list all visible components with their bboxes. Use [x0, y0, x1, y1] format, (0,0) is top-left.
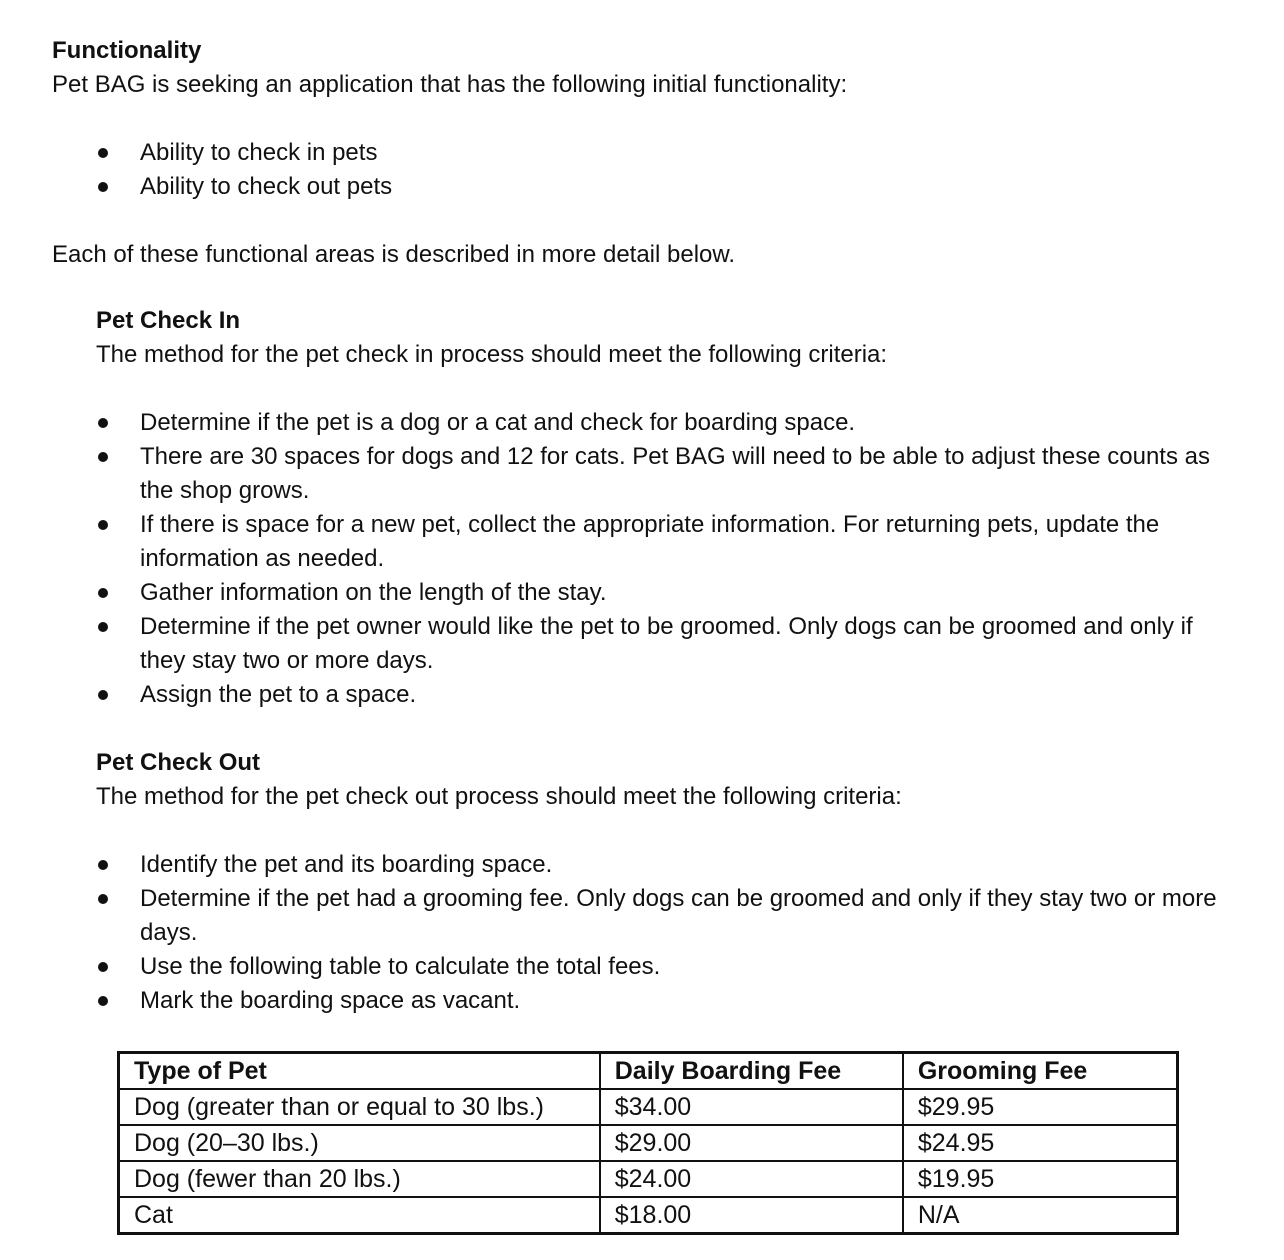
table-row: [119, 1197, 1178, 1234]
table-cell: $19.95: [903, 1161, 1178, 1197]
list-item: There are 30 spaces for dogs and 12 for cats. Pet BAG will need to be able to adjust these counts as the shop grows.: [96, 440, 1236, 508]
check-in-heading: Pet Check In: [96, 307, 241, 334]
table-cell: $18.00: [600, 1197, 903, 1234]
list-item: If there is space for a new pet, collect the appropriate information. For returning pets, update the information as needed.: [96, 508, 1236, 576]
list-item: Determine if the pet owner would like the pet to be groomed. Only dogs can be groomed and only if they stay two or more days.: [96, 610, 1236, 678]
list-item: Mark the boarding space as vacant.: [96, 984, 1236, 1018]
list-item: Use the following table to calculate the total fees.: [96, 950, 1236, 984]
bullet-icon: [98, 418, 108, 428]
bullet-icon: [98, 690, 108, 700]
table-header-row: [119, 1053, 1178, 1090]
header-daily-boarding-fee: Daily Boarding Fee: [600, 1053, 903, 1090]
bullet-icon: [98, 520, 108, 530]
table-cell: $29.00: [600, 1125, 903, 1161]
list-item: Identify the pet and its boarding space.: [96, 848, 1236, 882]
table-cell: $24.95: [903, 1125, 1178, 1161]
table-cell: N/A: [903, 1197, 1178, 1234]
table-row: [119, 1161, 1178, 1197]
list-item: Ability to check in pets: [52, 136, 1252, 170]
bullet-icon: [98, 962, 108, 972]
bullet-icon: [98, 996, 108, 1006]
table-row: [119, 1125, 1178, 1161]
list-item: Ability to check out pets: [52, 170, 1252, 204]
table-cell: Dog (20–30 lbs.): [119, 1125, 600, 1161]
bullet-icon: [98, 860, 108, 870]
list-item: Determine if the pet had a grooming fee. Only dogs can be groomed and only if they stay two or more days.: [96, 882, 1236, 950]
list-item: Assign the pet to a space.: [96, 678, 1236, 712]
table-cell: $29.95: [903, 1089, 1178, 1125]
bullet-icon: [98, 622, 108, 632]
table-cell: $34.00: [600, 1089, 903, 1125]
table-cell: Dog (fewer than 20 lbs.): [119, 1161, 600, 1197]
check-in-section: [96, 304, 1236, 712]
bullet-icon: [98, 148, 108, 158]
bullet-icon: [98, 588, 108, 598]
check-out-section: [96, 746, 1236, 1018]
check-out-heading: Pet Check Out: [96, 749, 261, 776]
header-type-of-pet: Type of Pet: [119, 1053, 600, 1090]
bullet-icon: [98, 894, 108, 904]
functionality-intro: Pet BAG is seeking an application that has the following initial functionality:: [52, 71, 848, 98]
table-cell: Cat: [119, 1197, 600, 1234]
table-cell: Dog (greater than or equal to 30 lbs.): [119, 1089, 600, 1125]
bullet-icon: [98, 452, 108, 462]
list-item: Gather information on the length of the stay.: [96, 576, 1236, 610]
functionality-heading: Functionality: [52, 37, 202, 64]
check-in-intro: The method for the pet check in process should meet the following criteria:: [96, 341, 888, 368]
functionality-outro: Each of these functional areas is described in more detail below.: [52, 241, 736, 268]
check-out-list: [96, 848, 1236, 1018]
fee-table: [117, 1051, 1179, 1235]
header-grooming-fee: Grooming Fee: [903, 1053, 1178, 1090]
check-in-list: [96, 406, 1236, 712]
bullet-icon: [98, 182, 108, 192]
table-cell: $24.00: [600, 1161, 903, 1197]
check-out-intro: The method for the pet check out process should meet the following criteria:: [96, 783, 902, 810]
table-row: [119, 1089, 1178, 1125]
functionality-section: [52, 34, 1252, 272]
list-item: Determine if the pet is a dog or a cat and check for boarding space.: [96, 406, 1236, 440]
functionality-list: [52, 136, 1252, 204]
